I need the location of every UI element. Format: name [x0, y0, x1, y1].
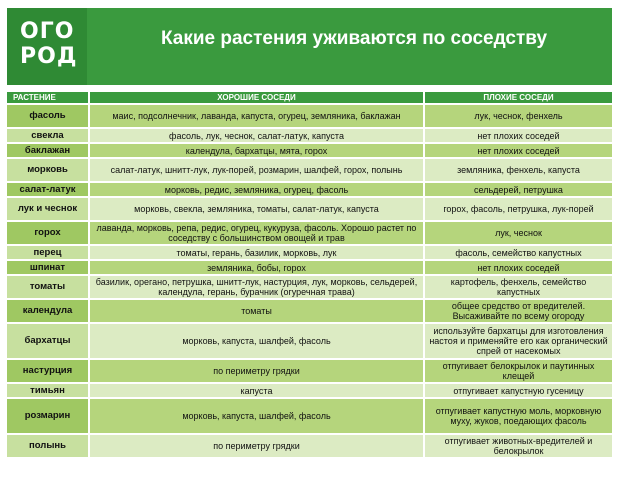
plant-cell: полынь [7, 435, 88, 457]
good-neighbors-cell: томаты [88, 300, 423, 322]
good-neighbors-cell: капуста [88, 384, 423, 397]
plant-cell: фасоль [7, 105, 88, 127]
logo-line2: РОД [20, 44, 78, 69]
bad-neighbors-cell: нет плохих соседей [423, 129, 612, 142]
plant-cell: томаты [7, 276, 88, 298]
bad-neighbors-cell: отпугивает капустную моль, морковную муху, жуков, поедающих фасоль [423, 399, 612, 433]
table-row [7, 384, 612, 397]
good-neighbors-cell: базилик, орегано, петрушка, шнитт-лук, настурция, лук, морковь, сельдерей, календула, герань, бурачник (огуречная трава) [88, 276, 423, 298]
bad-neighbors-cell: картофель, фенхель, семейство капустных [423, 276, 612, 298]
plant-cell: бархатцы [7, 324, 88, 358]
logo [7, 8, 87, 85]
bad-neighbors-cell: лук, чеснок, фенхель [423, 105, 612, 127]
plant-cell: перец [7, 246, 88, 259]
table-row [7, 198, 612, 220]
table-row [7, 159, 612, 181]
good-neighbors-cell: календула, бархатцы, мята, горох [88, 144, 423, 157]
plant-cell: шпинат [7, 261, 88, 274]
bad-neighbors-cell: общее средство от вредителей. Высаживайте по всему огороду [423, 300, 612, 322]
bad-neighbors-cell: нет плохих соседей [423, 261, 612, 274]
bad-neighbors-cell: фасоль, семейство капустных [423, 246, 612, 259]
table-row [7, 435, 612, 457]
bad-neighbors-cell: отпугивает животных-вредителей и белокрылок [423, 435, 612, 457]
good-neighbors-cell: маис, подсолнечник, лаванда, капуста, огурец, земляника, баклажан [88, 105, 423, 127]
good-neighbors-cell: морковь, капуста, шалфей, фасоль [88, 324, 423, 358]
table-header-row [7, 92, 612, 103]
bad-neighbors-cell: используйте бархатцы для изготовления настоя и применяйте его как органический спрей от насекомых [423, 324, 612, 358]
good-neighbors-cell: земляника, бобы, горох [88, 261, 423, 274]
plant-cell: календула [7, 300, 88, 322]
logo-line1: ОГО [20, 19, 75, 44]
bad-neighbors-cell: сельдерей, петрушка [423, 183, 612, 196]
good-neighbors-cell: лаванда, морковь, репа, редис, огурец, кукуруза, фасоль. Хорошо растет по соседству с большинством овощей и трав [88, 222, 423, 244]
column-header-good: ХОРОШИЕ СОСЕДИ [88, 92, 423, 103]
page-title: Какие растения уживаются по соседству [160, 28, 548, 49]
plant-cell: баклажан [7, 144, 88, 157]
bad-neighbors-cell: земляника, фенхель, капуста [423, 159, 612, 181]
plant-cell: горох [7, 222, 88, 244]
table-row [7, 129, 612, 142]
good-neighbors-cell: салат-латук, шнитт-лук, лук-порей, розмарин, шалфей, горох, полынь [88, 159, 423, 181]
bad-neighbors-cell: горох, фасоль, петрушка, лук-порей [423, 198, 612, 220]
table-row [7, 183, 612, 196]
plant-cell: морковь [7, 159, 88, 181]
plant-cell: розмарин [7, 399, 88, 433]
good-neighbors-cell: морковь, редис, земляника, огурец, фасоль [88, 183, 423, 196]
good-neighbors-cell: морковь, свекла, земляника, томаты, салат-латук, капуста [88, 198, 423, 220]
plant-cell: лук и чеснок [7, 198, 88, 220]
good-neighbors-cell: по периметру грядки [88, 360, 423, 382]
table-row [7, 144, 612, 157]
plant-cell: тимьян [7, 384, 88, 397]
plant-cell: настурция [7, 360, 88, 382]
table-row [7, 399, 612, 433]
bad-neighbors-cell: нет плохих соседей [423, 144, 612, 157]
bad-neighbors-cell: лук, чеснок [423, 222, 612, 244]
bad-neighbors-cell: отпугивает белокрылок и паутинных клещей [423, 360, 612, 382]
table-row [7, 105, 612, 127]
plant-cell: салат-латук [7, 183, 88, 196]
good-neighbors-cell: томаты, герань, базилик, морковь, лук [88, 246, 423, 259]
bad-neighbors-cell: отпугивает капустную гусеницу [423, 384, 612, 397]
column-header-bad: ПЛОХИЕ СОСЕДИ [423, 92, 612, 103]
table-row [7, 276, 612, 298]
table-row [7, 261, 612, 274]
table-row [7, 360, 612, 382]
table-row [7, 324, 612, 358]
good-neighbors-cell: фасоль, лук, чеснок, салат-латук, капуста [88, 129, 423, 142]
table-row [7, 246, 612, 259]
plant-cell: свекла [7, 129, 88, 142]
table-row [7, 300, 612, 322]
good-neighbors-cell: морковь, капуста, шалфей, фасоль [88, 399, 423, 433]
good-neighbors-cell: по периметру грядки [88, 435, 423, 457]
column-header-plant: РАСТЕНИЕ [7, 92, 88, 103]
table-row [7, 222, 612, 244]
companion-table [7, 90, 612, 459]
